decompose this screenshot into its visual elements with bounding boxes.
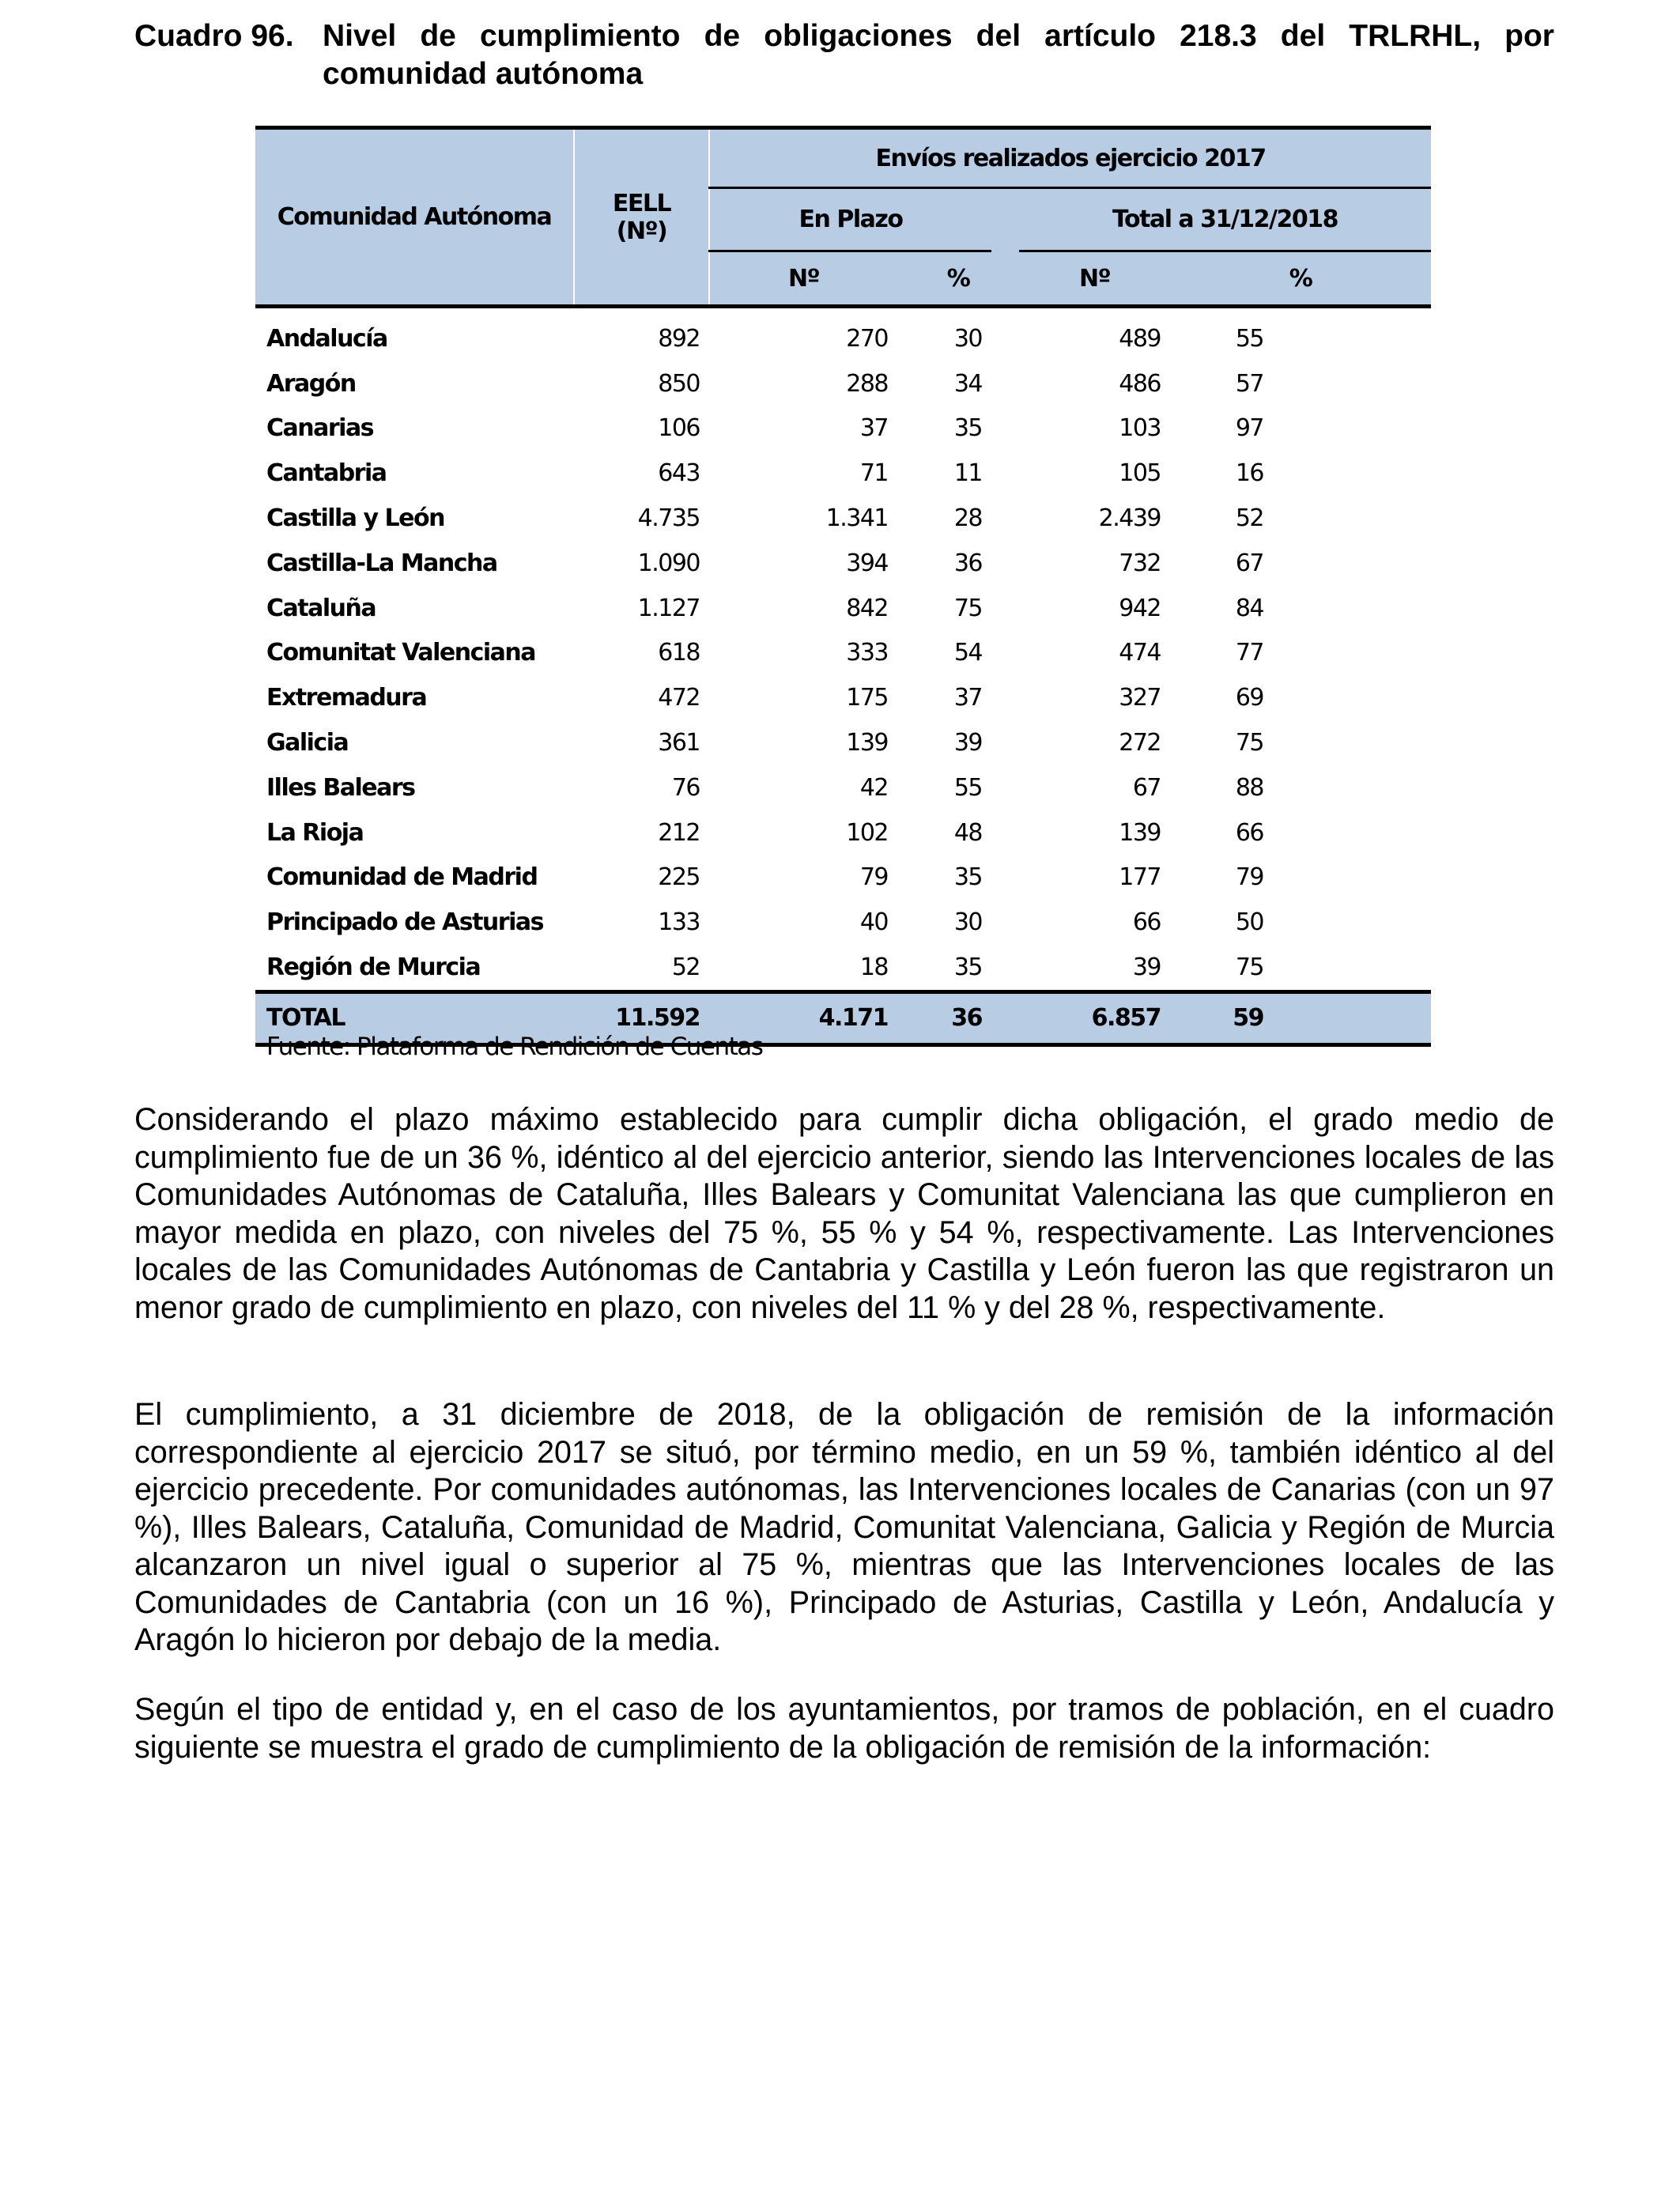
cell-eell: 76 [671, 773, 700, 802]
cell-total-pct: 79 [1235, 863, 1263, 892]
paragraph-2: El cumplimiento, a 31 diciembre de 2018, de la obligación de remisión de la información correspondiente al ejercicio 2017 se situó, por término medio, en un 59 %, también idéntico al del ejercicio precedente. Por comunidades autónomas, las Intervenciones locales de Canarias (con un 97 %), Illes Balears, Cataluña, Comunidad de Madrid, Comunitat Valenciana, Galicia y Región de Murcia alcanzaron un nivel igual o superior al 75 %, mientras que las Intervenciones locales de las Comunidades de Cantabria (con un 16 %), Principado de Asturias, Castilla y León, Andalucía y Aragón lo hicieron por debajo de la media. [134, 1397, 1554, 1657]
cell-eell: 850 [658, 369, 700, 398]
cell-total-pct: 52 [1235, 504, 1263, 533]
cell-total-pct: 75 [1235, 729, 1263, 757]
table-row [255, 307, 1431, 361]
table-row [255, 631, 1431, 676]
cell-in-time-n: 18 [859, 954, 888, 982]
cell-total-pct: 67 [1235, 549, 1263, 577]
cell-total-pct: 55 [1235, 324, 1263, 353]
cell-in-time-pct: 30 [953, 324, 982, 353]
cell-end [1273, 541, 1431, 586]
cell-community: Canarias [266, 414, 374, 443]
cell-eell: 1.090 [637, 549, 700, 577]
cell-gap [991, 765, 1019, 810]
cell-total-n: 327 [1119, 684, 1161, 712]
cell-gap [991, 810, 1019, 855]
header-in-pct: % [897, 251, 1019, 307]
cell-community: Principado de Asturias [266, 908, 543, 937]
cell-total-pct: 59 [1170, 991, 1273, 1044]
cell-eell: 4.735 [637, 504, 700, 533]
cell-total-pct: 77 [1235, 639, 1263, 667]
cell-in-time-n: 842 [846, 594, 888, 622]
cell-in-time-pct: 34 [953, 369, 982, 398]
cell-eell: 361 [658, 729, 700, 757]
cell-total-pct: 69 [1235, 684, 1263, 712]
cell-community: Extremadura [266, 684, 427, 712]
cell-community: Aragón [266, 369, 356, 398]
cell-gap [991, 945, 1019, 991]
table-body [255, 307, 1431, 1045]
cell-eell: 618 [658, 639, 700, 667]
cell-in-time-n: 270 [846, 324, 888, 353]
table-row [255, 406, 1431, 451]
header-gap [991, 188, 1019, 251]
cell-in-time-pct: 37 [953, 684, 982, 712]
cell-total-pct: 16 [1235, 459, 1263, 488]
header-eell-line1: EELL [612, 189, 671, 217]
table-caption [134, 17, 1554, 93]
cell-eell: 643 [658, 459, 700, 488]
cell-community: Galicia [266, 729, 349, 757]
header-in-time: En Plazo [709, 188, 991, 251]
cell-end [1273, 307, 1431, 361]
caption-title: Nivel de cumplimiento de obligaciones del artículo 218.3 del TRLRHL, por comunidad autónoma [323, 19, 1554, 91]
cell-eell: 225 [658, 863, 700, 892]
cell-in-time-n: 333 [846, 639, 888, 667]
cell-total-n: 2.439 [1098, 504, 1161, 533]
cell-community: Región de Murcia [266, 954, 481, 982]
cell-gap [991, 586, 1019, 631]
cell-end [1273, 855, 1431, 901]
cell-gap [991, 675, 1019, 720]
cell-in-time-pct: 30 [953, 908, 982, 937]
cell-in-time-n: 175 [846, 684, 888, 712]
cell-eell: 11.592 [574, 991, 709, 1044]
cell-in-time-pct: 35 [953, 863, 982, 892]
table-header [255, 128, 1431, 307]
cell-in-time-pct: 36 [897, 991, 991, 1044]
cell-total-pct: 50 [1235, 908, 1263, 937]
cell-total-n: 732 [1119, 549, 1161, 577]
cell-gap [991, 991, 1019, 1044]
cell-community: TOTAL [255, 991, 574, 1044]
cell-in-time-n: 1.341 [825, 504, 888, 533]
cell-in-time-pct: 55 [953, 773, 982, 802]
cell-in-time-pct: 75 [953, 594, 982, 622]
cell-eell: 52 [671, 954, 700, 982]
caption-label: Cuadro 96. [134, 19, 294, 53]
header-eell [574, 128, 709, 307]
cell-in-time-n: 394 [846, 549, 888, 577]
cell-community: La Rioja [266, 818, 364, 847]
cell-end [1273, 991, 1431, 1044]
cell-total-n: 942 [1119, 594, 1161, 622]
cell-gap [991, 361, 1019, 406]
cell-total-pct: 97 [1235, 414, 1263, 443]
cell-eell: 212 [658, 818, 700, 847]
header-total-date: Total a 31/12/2018 [1019, 188, 1431, 251]
cell-total-pct: 57 [1235, 369, 1263, 398]
cell-end [1273, 720, 1431, 765]
cell-end [1273, 675, 1431, 720]
cell-total-n: 66 [1132, 908, 1161, 937]
table-row [255, 361, 1431, 406]
cell-gap [991, 855, 1019, 901]
table-row [255, 675, 1431, 720]
cell-total-pct: 84 [1235, 594, 1263, 622]
table-row [255, 586, 1431, 631]
data-table [255, 126, 1431, 1047]
cell-eell: 133 [658, 908, 700, 937]
cell-eell: 472 [658, 684, 700, 712]
table-row [255, 855, 1431, 901]
cell-total-n: 489 [1119, 324, 1161, 353]
cell-total-n: 272 [1119, 729, 1161, 757]
cell-gap [991, 900, 1019, 945]
cell-end [1273, 945, 1431, 991]
cell-gap [991, 451, 1019, 496]
cell-in-time-pct: 35 [953, 414, 982, 443]
cell-total-n: 67 [1132, 773, 1161, 802]
cell-total-n: 474 [1119, 639, 1161, 667]
table-row [255, 945, 1431, 991]
header-in-n: Nº [709, 251, 897, 307]
cell-in-time-n: 79 [859, 863, 888, 892]
cell-total-n: 177 [1119, 863, 1161, 892]
cell-total-n: 105 [1119, 459, 1161, 488]
cell-end [1273, 810, 1431, 855]
table-row [255, 765, 1431, 810]
cell-in-time-n: 4.171 [709, 991, 897, 1044]
cell-gap [991, 496, 1019, 541]
cell-total-pct: 88 [1235, 773, 1263, 802]
cell-total-n: 6.857 [1019, 991, 1170, 1044]
cell-end [1273, 900, 1431, 945]
cell-end [1273, 361, 1431, 406]
cell-end [1273, 765, 1431, 810]
cell-in-time-n: 102 [846, 818, 888, 847]
cell-in-time-pct: 28 [953, 504, 982, 533]
cell-community: Andalucía [266, 324, 387, 353]
table-row [255, 720, 1431, 765]
header-tot-pct: % [1170, 251, 1431, 307]
paragraph-1: Considerando el plazo máximo establecido para cumplir dicha obligación, el grado medio de cumplimiento fue de un 36 %, idéntico al del ejercicio anterior, siendo las Intervenciones locales de las Comunidades Autónomas de Cataluña, Illes Balears y Comunitat Valenciana las que cumplieron en mayor medida en plazo, con niveles del 75 %, 55 % y 54 %, respectivamente. Las Intervenciones locales de las Comunidades Autónomas de Cantabria y Castilla y León fueron las que registraron un menor grado de cumplimiento en plazo, con niveles del 11 % y del 28 %, respectivamente. [134, 1102, 1554, 1325]
cell-eell: 1.127 [637, 594, 700, 622]
header-community: Comunidad Autónoma [255, 128, 574, 307]
cell-end [1273, 496, 1431, 541]
header-group: Envíos realizados ejercicio 2017 [709, 128, 1431, 188]
cell-gap [991, 631, 1019, 676]
cell-end [1273, 631, 1431, 676]
cell-gap [991, 406, 1019, 451]
cell-community: Illes Balears [266, 773, 415, 802]
cell-eell: 892 [658, 324, 700, 353]
cell-total-n: 103 [1119, 414, 1161, 443]
cell-in-time-pct: 54 [953, 639, 982, 667]
paragraph-3: Según el tipo de entidad y, en el caso de los ayuntamientos, por tramos de población, en el cuadro siguiente se muestra el grado de cumplimiento de la obligación de remisión de la información: [134, 1692, 1554, 1765]
cell-total-n: 139 [1119, 818, 1161, 847]
cell-total-pct: 75 [1235, 954, 1263, 982]
cell-community: Cantabria [266, 459, 387, 488]
cell-in-time-n: 40 [859, 908, 888, 937]
cell-in-time-n: 42 [859, 773, 888, 802]
cell-community: Comunidad de Madrid [266, 863, 538, 892]
table-row [255, 541, 1431, 586]
cell-end [1273, 406, 1431, 451]
cell-total-n: 39 [1132, 954, 1161, 982]
header-eell-line2: (Nº) [616, 217, 667, 245]
table-row [255, 810, 1431, 855]
header-tot-n: Nº [1019, 251, 1170, 307]
cell-in-time-n: 139 [846, 729, 888, 757]
cell-total-pct: 66 [1235, 818, 1263, 847]
cell-in-time-pct: 48 [953, 818, 982, 847]
cell-gap [991, 307, 1019, 361]
table-row [255, 496, 1431, 541]
table-source: Fuente: Plataforma de Rendición de Cuentas [266, 1033, 763, 1061]
cell-community: Cataluña [266, 594, 376, 622]
cell-total-n: 486 [1119, 369, 1161, 398]
cell-gap [991, 541, 1019, 586]
cell-community: Comunitat Valenciana [266, 639, 535, 667]
cell-in-time-n: 71 [859, 459, 888, 488]
cell-eell: 106 [658, 414, 700, 443]
table-row [255, 451, 1431, 496]
cell-end [1273, 586, 1431, 631]
cell-in-time-n: 288 [846, 369, 888, 398]
compliance-table [255, 126, 1431, 1047]
cell-in-time-pct: 11 [953, 459, 982, 488]
cell-in-time-pct: 39 [953, 729, 982, 757]
cell-in-time-pct: 35 [953, 954, 982, 982]
cell-gap [991, 720, 1019, 765]
table-row [255, 900, 1431, 945]
cell-in-time-n: 37 [859, 414, 888, 443]
cell-in-time-pct: 36 [953, 549, 982, 577]
cell-end [1273, 451, 1431, 496]
cell-community: Castilla-La Mancha [266, 549, 497, 577]
cell-community: Castilla y León [266, 504, 444, 533]
